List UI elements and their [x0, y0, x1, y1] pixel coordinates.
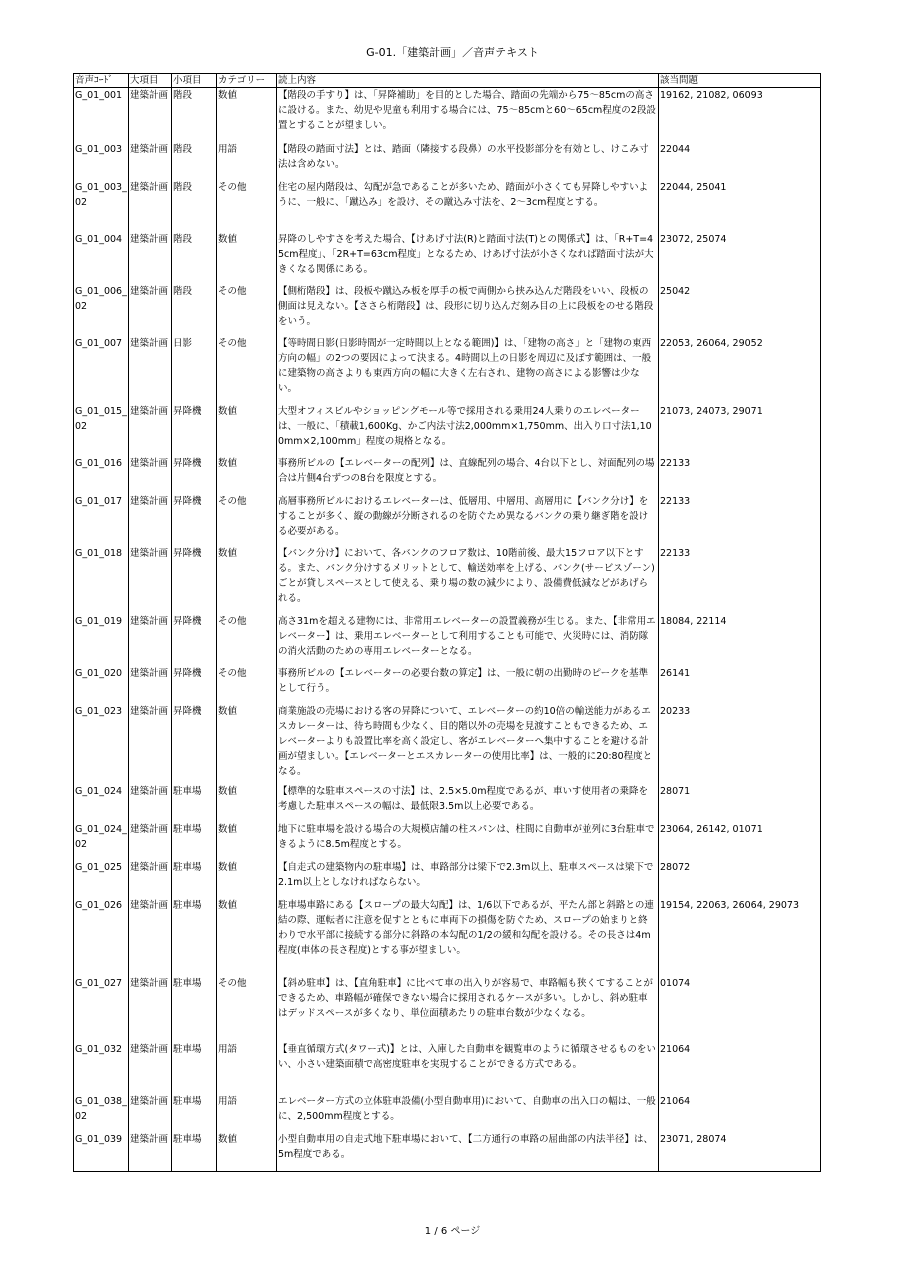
table-row — [74, 494, 821, 546]
cell-category: 数値 — [217, 784, 277, 822]
column-header-content: 読上内容 — [277, 74, 659, 88]
cell-problems: 01074 — [659, 976, 821, 1042]
table-row — [74, 898, 821, 976]
cell-major: 建築計画 — [129, 1094, 172, 1132]
cell-code: G_01_003_02 — [74, 180, 129, 232]
cell-code: G_01_018 — [74, 546, 129, 614]
cell-problems: 23071, 28074 — [659, 1132, 821, 1172]
column-header-problems: 該当問題 — [659, 74, 821, 88]
cell-content: 大型オフィスビルやショッピングモール等で採用される乗用24人乗りのエレベーターは、一般に、「積載1,600Kg、かご内法寸法2,000mm×1,750mm、出入り口寸法1,100mm×2,100mm」程度の規格となる。 — [277, 404, 659, 456]
cell-code: G_01_019 — [74, 614, 129, 666]
cell-major: 建築計画 — [129, 614, 172, 666]
cell-problems: 23072, 25074 — [659, 232, 821, 284]
cell-content: 駐車場車路にある【スロープの最大勾配】は、1/6以下であるが、平たん部と斜路との連結の際、運転者に注意を促すとともに車両下の損傷を防ぐため、スロープの始まりと終わりで水平部に接続する部分に斜路の本勾配の1/2の緩和勾配を設ける。その長さは4m程度(車体の長さ程度)とする事が望ましい。 — [277, 898, 659, 976]
cell-content: 【垂直循環方式(タワー式)】とは、入庫した自動車を観覧車のように循環させるものをいい、小さい建築面積で高密度駐車を実現することができる方式である。 — [277, 1042, 659, 1094]
column-header-major: 大項目 — [129, 74, 172, 88]
cell-content: 地下に駐車場を設ける場合の大規模店舗の柱スパンは、柱間に自動車が並列に3台駐車できるように8.5m程度とする。 — [277, 822, 659, 860]
table-row — [74, 284, 821, 336]
table-row — [74, 232, 821, 284]
cell-minor: 昇降機 — [172, 546, 217, 614]
cell-content: 事務所ビルの【エレベーターの必要台数の算定】は、一般に朝の出勤時のピークを基準として行う。 — [277, 666, 659, 704]
cell-content: 【バンク分け】において、各バンクのフロア数は、10階前後、最大15フロア以下とする。また、バンク分けするメリットとして、輸送効率を上げる、バンク(サービスゾーン)ごとが貸しスペースとして使える、乗り場の数の減少により、設備費低減などがあげられる。 — [277, 546, 659, 614]
cell-minor: 昇降機 — [172, 404, 217, 456]
cell-category: 用語 — [217, 1094, 277, 1132]
table-row — [74, 142, 821, 180]
table-row — [74, 88, 821, 142]
table-row — [74, 1132, 821, 1172]
column-header-category: カテゴリー — [217, 74, 277, 88]
audio-text-table — [73, 73, 821, 1172]
table-row — [74, 860, 821, 898]
table-row — [74, 336, 821, 404]
cell-major: 建築計画 — [129, 784, 172, 822]
cell-content: 商業施設の売場における客の昇降について、エレベーターの約10倍の輸送能力があるエスカレーターは、待ち時間も少なく、目的階以外の売場を見渡すこともできるため、エレベーターよりも設置比率を高く設定し、客がエレベーターへ集中することを避ける計画が望ましい。【エレベーターとエスカレーターの使用比率】は、一般的に20:80程度となる。 — [277, 704, 659, 784]
document-title: G-01.「建築計画」／音声テキスト — [366, 46, 539, 59]
cell-problems: 19162, 21082, 06093 — [659, 88, 821, 142]
cell-category: 数値 — [217, 860, 277, 898]
cell-category: 数値 — [217, 704, 277, 784]
cell-major: 建築計画 — [129, 336, 172, 404]
cell-minor: 駐車場 — [172, 1132, 217, 1172]
cell-minor: 駐車場 — [172, 976, 217, 1042]
table-row — [74, 456, 821, 494]
cell-minor: 昇降機 — [172, 704, 217, 784]
cell-minor: 昇降機 — [172, 666, 217, 704]
cell-minor: 駐車場 — [172, 822, 217, 860]
cell-problems: 22053, 26064, 29052 — [659, 336, 821, 404]
cell-minor: 階段 — [172, 232, 217, 284]
cell-minor: 階段 — [172, 142, 217, 180]
cell-content: 事務所ビルの【エレベーターの配列】は、直線配列の場合、4台以下とし、対面配列の場合は片側4台ずつの8台を限度とする。 — [277, 456, 659, 494]
cell-problems: 18084, 22114 — [659, 614, 821, 666]
cell-category: その他 — [217, 666, 277, 704]
cell-major: 建築計画 — [129, 898, 172, 976]
cell-content: 昇降のしやすさを考えた場合、【けあげ寸法(R)と踏面寸法(T)との関係式】は、「R+T=45cm程度」、「2R+T=63cm程度」となるため、けあげ寸法が小さくなれば踏面寸法が大きくなる関係にある。 — [277, 232, 659, 284]
cell-problems: 22044, 25041 — [659, 180, 821, 232]
cell-minor: 駐車場 — [172, 860, 217, 898]
cell-code: G_01_024 — [74, 784, 129, 822]
cell-content: 小型自動車用の自走式地下駐車場において、【二方通行の車路の屈曲部の内法半径】は、5m程度である。 — [277, 1132, 659, 1172]
cell-major: 建築計画 — [129, 456, 172, 494]
cell-major: 建築計画 — [129, 232, 172, 284]
cell-problems: 22133 — [659, 456, 821, 494]
cell-problems: 23064, 26142, 01071 — [659, 822, 821, 860]
cell-minor: 駐車場 — [172, 784, 217, 822]
cell-problems: 25042 — [659, 284, 821, 336]
table-row — [74, 976, 821, 1042]
cell-major: 建築計画 — [129, 142, 172, 180]
cell-category: 数値 — [217, 232, 277, 284]
cell-code: G_01_038_02 — [74, 1094, 129, 1132]
cell-problems: 28071 — [659, 784, 821, 822]
cell-code: G_01_024_02 — [74, 822, 129, 860]
cell-content: 【標準的な駐車スペースの寸法】は、2.5×5.0m程度であるが、車いす使用者の乗降を考慮した駐車スペースの幅は、最低限3.5m以上必要である。 — [277, 784, 659, 822]
table-row — [74, 1094, 821, 1132]
cell-content: エレベーター方式の立体駐車設備(小型自動車用)において、自動車の出入口の幅は、一般に、2,500mm程度とする。 — [277, 1094, 659, 1132]
cell-minor: 階段 — [172, 284, 217, 336]
cell-code: G_01_003 — [74, 142, 129, 180]
cell-content: 【階段の手すり】は、「昇降補助」を目的とした場合、踏面の先端から75～85cmの高さに設ける。また、幼児や児童も利用する場合には、75～85cmと60～65cm程度の2段設置とすることが望ましい。 — [277, 88, 659, 142]
cell-category: その他 — [217, 180, 277, 232]
table-row — [74, 180, 821, 232]
cell-content: 【自走式の建築物内の駐車場】は、車路部分は梁下で2.3m以上、駐車スペースは梁下で2.1m以上としなければならない。 — [277, 860, 659, 898]
page-number: 1 / 6 ページ — [424, 1226, 481, 1237]
cell-major: 建築計画 — [129, 404, 172, 456]
cell-category: 用語 — [217, 1042, 277, 1094]
cell-problems: 26141 — [659, 666, 821, 704]
cell-major: 建築計画 — [129, 284, 172, 336]
cell-major: 建築計画 — [129, 494, 172, 546]
cell-problems: 22133 — [659, 494, 821, 546]
cell-category: その他 — [217, 614, 277, 666]
cell-code: G_01_007 — [74, 336, 129, 404]
table-row — [74, 1042, 821, 1094]
cell-code: G_01_027 — [74, 976, 129, 1042]
cell-problems: 21064 — [659, 1094, 821, 1132]
cell-minor: 日影 — [172, 336, 217, 404]
cell-category: 数値 — [217, 404, 277, 456]
cell-category: その他 — [217, 284, 277, 336]
column-header-code: 音声ｺｰﾄﾞ — [74, 74, 129, 88]
cell-minor: 階段 — [172, 180, 217, 232]
cell-major: 建築計画 — [129, 822, 172, 860]
cell-minor: 駐車場 — [172, 898, 217, 976]
cell-code: G_01_001 — [74, 88, 129, 142]
cell-minor: 階段 — [172, 88, 217, 142]
cell-minor: 昇降機 — [172, 494, 217, 546]
cell-major: 建築計画 — [129, 88, 172, 142]
cell-code: G_01_023 — [74, 704, 129, 784]
table-row — [74, 666, 821, 704]
cell-problems: 20233 — [659, 704, 821, 784]
cell-problems: 22044 — [659, 142, 821, 180]
cell-minor: 駐車場 — [172, 1042, 217, 1094]
cell-category: 数値 — [217, 822, 277, 860]
cell-category: その他 — [217, 494, 277, 546]
cell-code: G_01_015_02 — [74, 404, 129, 456]
cell-category: 数値 — [217, 898, 277, 976]
cell-category: 数値 — [217, 88, 277, 142]
cell-category: その他 — [217, 336, 277, 404]
cell-category: その他 — [217, 976, 277, 1042]
cell-minor: 昇降機 — [172, 614, 217, 666]
cell-code: G_01_020 — [74, 666, 129, 704]
cell-content: 高層事務所ビルにおけるエレベーターは、低層用、中層用、高層用に【バンク分け】をすることが多く、縦の動線が分断されるのを防ぐため異なるバンクの乗り継ぎ階を設ける必要がある。 — [277, 494, 659, 546]
cell-category: 数値 — [217, 546, 277, 614]
cell-problems: 28072 — [659, 860, 821, 898]
cell-content: 【階段の踏面寸法】とは、踏面（隣接する段鼻）の水平投影部分を有効とし、けこみ寸法は含めない。 — [277, 142, 659, 180]
cell-content: 【側桁階段】は、段板や蹴込み板を厚手の板で両側から挟み込んだ階段をいい、段板の側面は見えない。【ささら桁階段】は、段形に切り込んだ刻み目の上に段板をのせる階段をいう。 — [277, 284, 659, 336]
column-header-minor: 小項目 — [172, 74, 217, 88]
cell-major: 建築計画 — [129, 704, 172, 784]
table-row — [74, 704, 821, 784]
cell-content: 【等時間日影(日影時間が一定時間以上となる範囲)】は、「建物の高さ」と「建物の東西方向の幅」の2つの要因によって決まる。4時間以上の日影を周辺に及ぼす範囲は、一般に建築物の高さよりも東西方向の幅に大きく左右され、建物の高さによる影響は少ない。 — [277, 336, 659, 404]
table-header-row — [74, 74, 821, 88]
cell-problems: 19154, 22063, 26064, 29073 — [659, 898, 821, 976]
cell-category: 用語 — [217, 142, 277, 180]
cell-major: 建築計画 — [129, 666, 172, 704]
table-row — [74, 404, 821, 456]
cell-problems: 21073, 24073, 29071 — [659, 404, 821, 456]
table-row — [74, 822, 821, 860]
cell-minor: 駐車場 — [172, 1094, 217, 1132]
cell-code: G_01_026 — [74, 898, 129, 976]
cell-code: G_01_032 — [74, 1042, 129, 1094]
cell-category: 数値 — [217, 1132, 277, 1172]
cell-major: 建築計画 — [129, 976, 172, 1042]
cell-problems: 22133 — [659, 546, 821, 614]
cell-major: 建築計画 — [129, 1132, 172, 1172]
cell-code: G_01_025 — [74, 860, 129, 898]
cell-content: 住宅の屋内階段は、勾配が急であることが多いため、踏面が小さくても昇降しやすいように、一般に、「蹴込み」を設け、その蹴込み寸法を、2～3cm程度とする。 — [277, 180, 659, 232]
table-row — [74, 784, 821, 822]
cell-category: 数値 — [217, 456, 277, 494]
cell-major: 建築計画 — [129, 860, 172, 898]
cell-content: 高さ31mを超える建物には、非常用エレベーターの設置義務が生じる。また、【非常用エレベーター】は、乗用エレベーターとして利用することも可能で、火災時には、消防隊の消火活動のための専用エレベーターとなる。 — [277, 614, 659, 666]
cell-code: G_01_039 — [74, 1132, 129, 1172]
table-row — [74, 614, 821, 666]
cell-problems: 21064 — [659, 1042, 821, 1094]
cell-content: 【斜め駐車】は、【直角駐車】に比べて車の出入りが容易で、車路幅も狭くてすることができるため、車路幅が確保できない場合に採用されるケースが多い。しかし、斜め駐車はデッドスペースが多くなり、単位面積あたりの駐車台数が少なくなる。 — [277, 976, 659, 1042]
cell-major: 建築計画 — [129, 1042, 172, 1094]
table-row — [74, 546, 821, 614]
cell-code: G_01_017 — [74, 494, 129, 546]
cell-code: G_01_016 — [74, 456, 129, 494]
cell-major: 建築計画 — [129, 180, 172, 232]
cell-code: G_01_006_02 — [74, 284, 129, 336]
cell-minor: 昇降機 — [172, 456, 217, 494]
cell-major: 建築計画 — [129, 546, 172, 614]
cell-code: G_01_004 — [74, 232, 129, 284]
